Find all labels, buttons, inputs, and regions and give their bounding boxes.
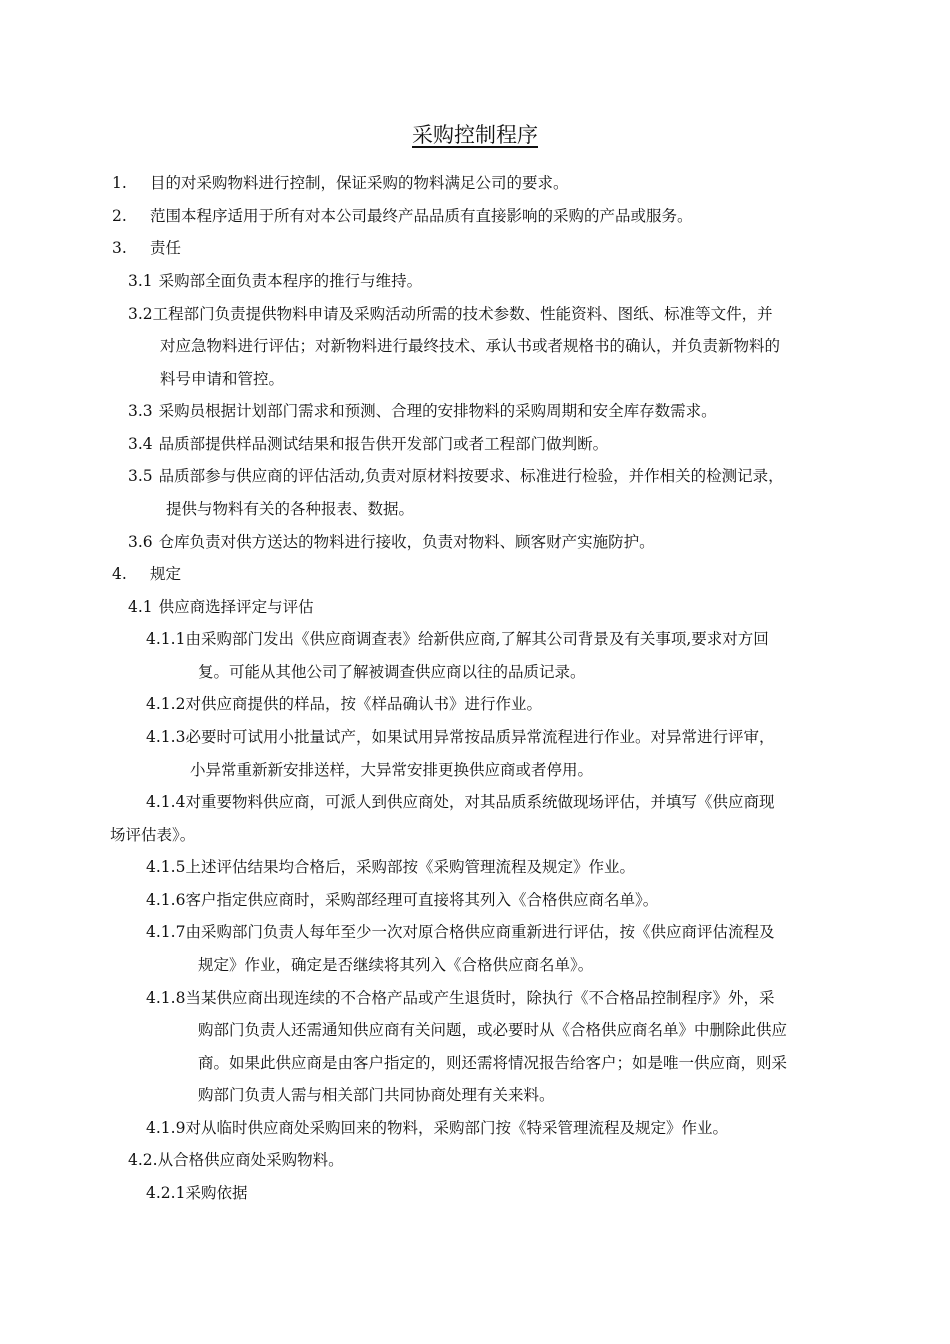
section-number: 4.1.9 [146,1119,186,1137]
section-3-5-continued: 提供与物料有关的各种报表、数据。 [166,500,415,518]
section-number: 4.2.1 [146,1184,186,1202]
section-3-4 [128,434,608,454]
section-4-1-4 [146,792,774,812]
section-4-1-4-continued: 场评估表》。 [110,826,196,844]
section-4-1-9 [146,1118,728,1138]
section-3-2-continued: 料号申请和管控。 [160,370,285,388]
section-4-1-8-continued: 购部门负责人还需通知供应商有关问题，或必要时从《合格供应商名单》中删除此供应 [198,1021,788,1039]
section-4-1-3-continued: 小异常重新新安排送样，大异常安排更换供应商或者停用。 [190,761,594,779]
section-number: 4.1.4 [146,793,186,811]
section-4-2 [128,1150,344,1170]
section-4-1-8-continued: 购部门负责人需与相关部门共同协商处理有关来料。 [198,1086,555,1104]
section-number: 3.6 [128,533,153,551]
section-3-6 [128,532,655,552]
section-4-1-7 [146,922,774,942]
section-text: 采购部全面负责本程序的推行与维持。 [158,272,423,290]
section-4 [112,564,181,584]
section-number: 4.1.6 [146,891,186,909]
section-number: 3.3 [128,402,153,420]
section-number: 4.1.3 [146,728,186,746]
section-number: 3.5 [128,467,153,485]
section-4-1-7-continued: 规定》作业，确定是否继续将其列入《合格供应商名单》。 [198,956,594,974]
section-3-5 [128,466,784,486]
section-text: 从合格供应商处采购物料。 [157,1151,344,1169]
section-3-2-continued: 对应急物料进行评估；对新物料进行最终技术、承认书或者规格书的确认，并负责新物料的 [160,337,781,355]
section-1 [112,173,569,193]
section-number: 4.1.7 [146,923,186,941]
section-text: 规定 [150,565,182,583]
section-text-line: 当某供应商出现连续的不合格产品或产生退货时，除执行《不合格品控制程序》外，采 [185,989,775,1007]
section-3-3 [128,401,717,421]
section-4-1-1-continued: 复。可能从其他公司了解被调查供应商以往的品质记录。 [198,663,586,681]
section-number: 2. [112,207,127,225]
section-number: 1. [112,174,127,192]
section-number: 3.1 [128,272,153,290]
section-text: 品质部提供样品测试结果和报告供开发部门或者工程部门做判断。 [158,435,609,453]
section-4-1-6 [146,890,658,910]
section-text: 采购员根据计划部门需求和预测、合理的安排物料的采购周期和安全库存数需求。 [158,402,717,420]
document-title: 采购控制程序 [412,123,538,147]
section-text-line: 对重要物料供应商，可派人到供应商处，对其品质系统做现场评估，并填写《供应商现 [185,793,775,811]
section-text: 仓库负责对供方送达的物料进行接收，负责对物料、顾客财产实施防护。 [158,533,655,551]
section-text: 范围本程序适用于所有对本公司最终产品品质有直接影响的采购的产品或服务。 [150,207,693,225]
section-number: 4.2. [128,1151,158,1169]
section-3-1 [128,271,422,291]
section-4-1-2 [146,694,542,714]
section-text: 对从临时供应商处采购回来的物料，采购部门按《特采管理流程及规定》作业。 [185,1119,728,1137]
section-3-2 [128,304,773,324]
section-4-1-8-continued: 商。如果此供应商是由客户指定的，则还需将情况报告给客户；如是唯一供应商，则采 [198,1054,788,1072]
section-text: 责任 [150,239,182,257]
section-number: 4.1 [128,598,153,616]
section-4-2-1 [146,1183,247,1203]
section-4-1 [128,597,314,617]
section-text-line: 品质部参与供应商的评估活动,负责对原材料按要求、标准进行检验，并作相关的检测记录， [158,467,784,485]
section-number: 4.1.8 [146,989,186,1007]
section-2 [112,206,693,226]
section-text-line: 工程部门负责提供物料申请及采购活动所需的技术参数、性能资料、图纸、标准等文件，并 [152,305,773,323]
section-4-1-1 [146,629,769,649]
section-text-line: 由采购部门负责人每年至少一次对原合格供应商重新进行评估，按《供应商评估流程及 [185,923,775,941]
section-text-line: 必要时可试用小批量试产，如果试用异常按品质异常流程进行作业。对异常进行评审， [185,728,775,746]
section-number: 4.1.2 [146,695,186,713]
section-4-1-8 [146,988,774,1008]
section-number: 4.1.1 [146,630,186,648]
section-3 [112,238,181,258]
section-text: 供应商选择评定与评估 [158,598,314,616]
section-number: 3.2 [128,305,153,323]
section-text: 目的对采购物料进行控制，保证采购的物料满足公司的要求。 [150,174,569,192]
section-4-1-5 [146,857,635,877]
section-text: 采购依据 [185,1184,248,1202]
section-number: 3.4 [128,435,153,453]
section-text: 上述评估结果均合格后，采购部按《采购管理流程及规定》作业。 [185,858,635,876]
section-number: 3. [112,239,127,257]
section-number: 4. [112,565,127,583]
section-text-line: 由采购部门发出《供应商调查表》给新供应商,了解其公司背景及有关事项,要求对方回 [185,630,769,648]
section-number: 4.1.5 [146,858,186,876]
section-text: 客户指定供应商时，采购部经理可直接将其列入《合格供应商名单》。 [185,891,659,909]
section-4-1-3 [146,727,774,747]
section-text: 对供应商提供的样品，按《样品确认书》进行作业。 [185,695,542,713]
